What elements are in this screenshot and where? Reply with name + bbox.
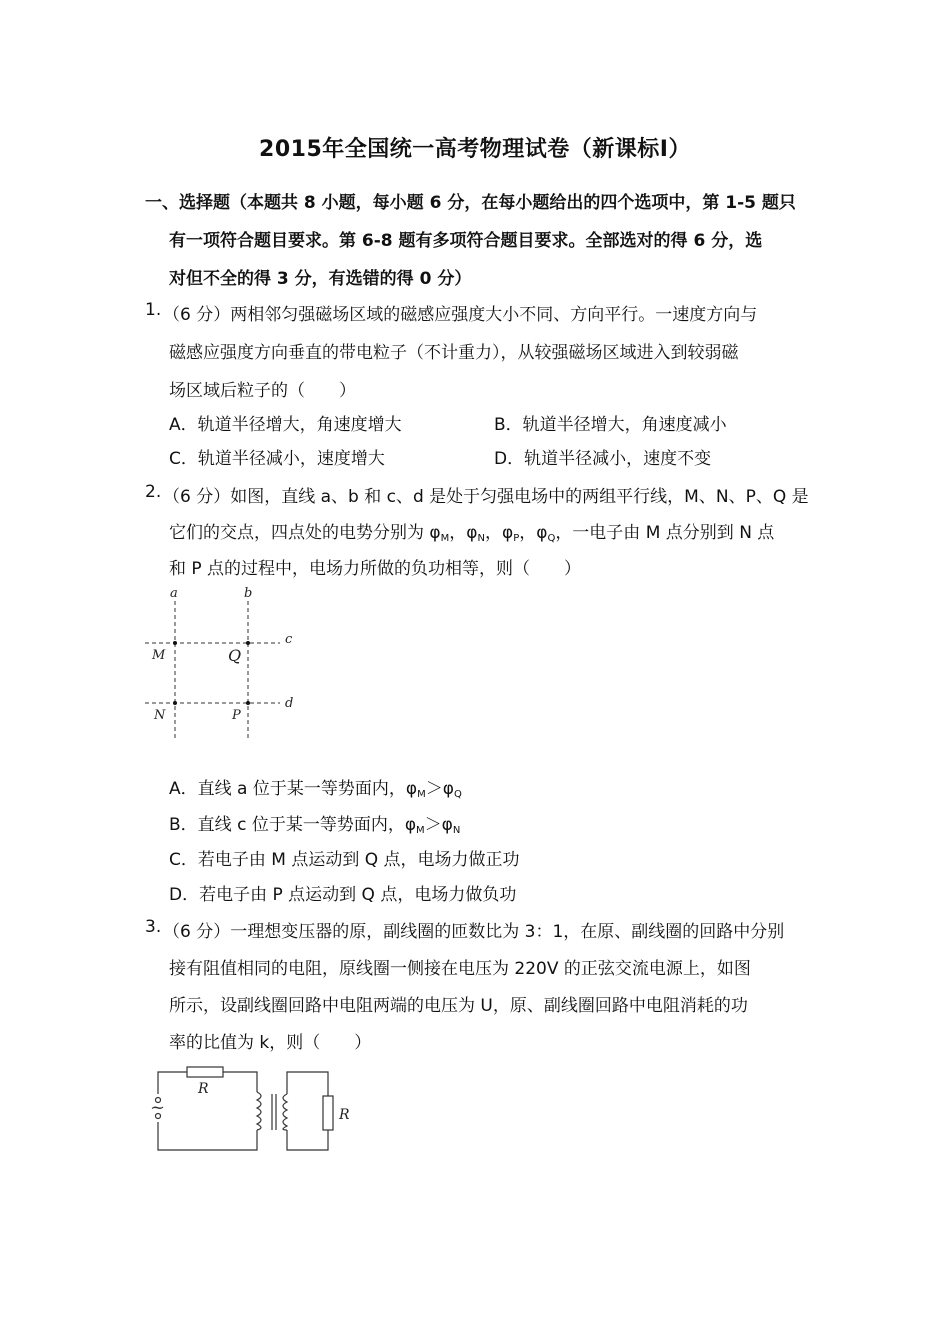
question-1-number: 1. <box>145 300 162 320</box>
label-n: N <box>154 708 166 723</box>
point-p <box>246 701 250 705</box>
question-3-circuit-figure <box>145 1064 355 1159</box>
secondary-resistor-label: R <box>339 1107 350 1123</box>
page-title: 2015年全国统一高考物理试卷（新课标Ⅰ） <box>259 137 691 162</box>
secondary-resistor <box>323 1096 333 1130</box>
point-q <box>246 641 250 645</box>
secondary-coil <box>283 1094 287 1130</box>
label-d: d <box>285 696 294 711</box>
question-3-number: 3. <box>145 917 162 937</box>
section-heading-line-3: 对但不全的得 3 分，有选错的得 0 分） <box>169 269 472 289</box>
section-heading-line-1: 一、选择题（本题共 8 小题，每小题 6 分，在每小题给出的四个选项中，第 1-5 题只 <box>145 193 796 213</box>
question-1-option-d: D．轨道半径减小，速度不变 <box>494 449 712 469</box>
primary-wire-top-right <box>223 1072 257 1092</box>
secondary-wire-bottom <box>287 1130 328 1150</box>
question-2-option-b: B．直线 c 位于某一等势面内，$\varphi_M>\varphi_N$ <box>169 815 461 836</box>
question-1-stem-line-2: 磁感应强度方向垂直的带电粒子（不计重力），从较强磁场区域进入到较弱磁 <box>169 343 739 363</box>
question-1-option-b: B．轨道半径增大，角速度减小 <box>494 415 727 435</box>
primary-wire-bottom <box>158 1122 257 1150</box>
section-heading-line-2: 有一项符合题目要求。第 6-8 题有多项符合题目要求。全部选对的得 6 分，选 <box>169 231 763 251</box>
primary-coil <box>257 1092 261 1130</box>
question-1-stem-line-3: 场区域后粒子的（ ） <box>169 381 356 401</box>
question-2-number: 2. <box>145 482 162 502</box>
primary-resistor <box>187 1067 223 1077</box>
question-3-stem-line-4: 率的比值为 k，则（ ） <box>169 1033 372 1053</box>
label-m: M <box>152 648 166 663</box>
primary-resistor-label: R <box>198 1081 209 1097</box>
secondary-wire-top <box>287 1072 328 1096</box>
question-2-figure <box>140 583 310 743</box>
label-a: a <box>170 586 178 601</box>
question-2-stem-line-1: （6 分）如图，直线 a、b 和 c、d 是处于匀强电场中的两组平行线，M、N、P、Q 是 <box>163 487 809 507</box>
question-1-stem-line-1: （6 分）两相邻匀强磁场区域的磁感应强度大小不同、方向平行。一速度方向与 <box>163 305 758 325</box>
label-q: Q <box>228 646 242 665</box>
question-2-stem-line-3: 和 P 点的过程中，电场力所做的负功相等，则（ ） <box>169 559 582 579</box>
ac-source-symbol: ~ <box>150 1097 166 1118</box>
label-b: b <box>244 586 253 601</box>
primary-wire-top-left <box>158 1072 187 1094</box>
label-p: P <box>232 708 241 723</box>
question-3-stem-line-2: 接有阻值相同的电阻，原线圈一侧接在电压为 220V 的正弦交流电源上，如图 <box>169 959 751 979</box>
point-n <box>173 701 177 705</box>
point-m <box>173 641 177 645</box>
question-1-option-a: A．轨道半径增大，角速度增大 <box>169 415 402 435</box>
question-2-option-a: A．直线 a 位于某一等势面内，$\varphi_M>\varphi_Q$ <box>169 779 462 800</box>
label-c: c <box>285 632 293 647</box>
question-3-stem-line-1: （6 分）一理想变压器的原，副线圈的匝数比为 3：1，在原、副线圈的回路中分别 <box>163 922 785 942</box>
question-1-option-c: C．轨道半径减小，速度增大 <box>169 449 385 469</box>
question-2-option-d: D．若电子由 P 点运动到 Q 点，电场力做负功 <box>169 885 517 905</box>
question-3-stem-line-3: 所示，设副线圈回路中电阻两端的电压为 U，原、副线圈回路中电阻消耗的功 <box>169 996 748 1016</box>
question-2-option-c: C．若电子由 M 点运动到 Q 点，电场力做正功 <box>169 850 520 870</box>
question-2-stem-line-2: 它们的交点，四点处的电势分别为 $\varphi_M$，$\varphi_N$，$\varphi_P$，$\varphi_Q$，一电子由 M 点分别到 N 点 <box>169 523 775 544</box>
